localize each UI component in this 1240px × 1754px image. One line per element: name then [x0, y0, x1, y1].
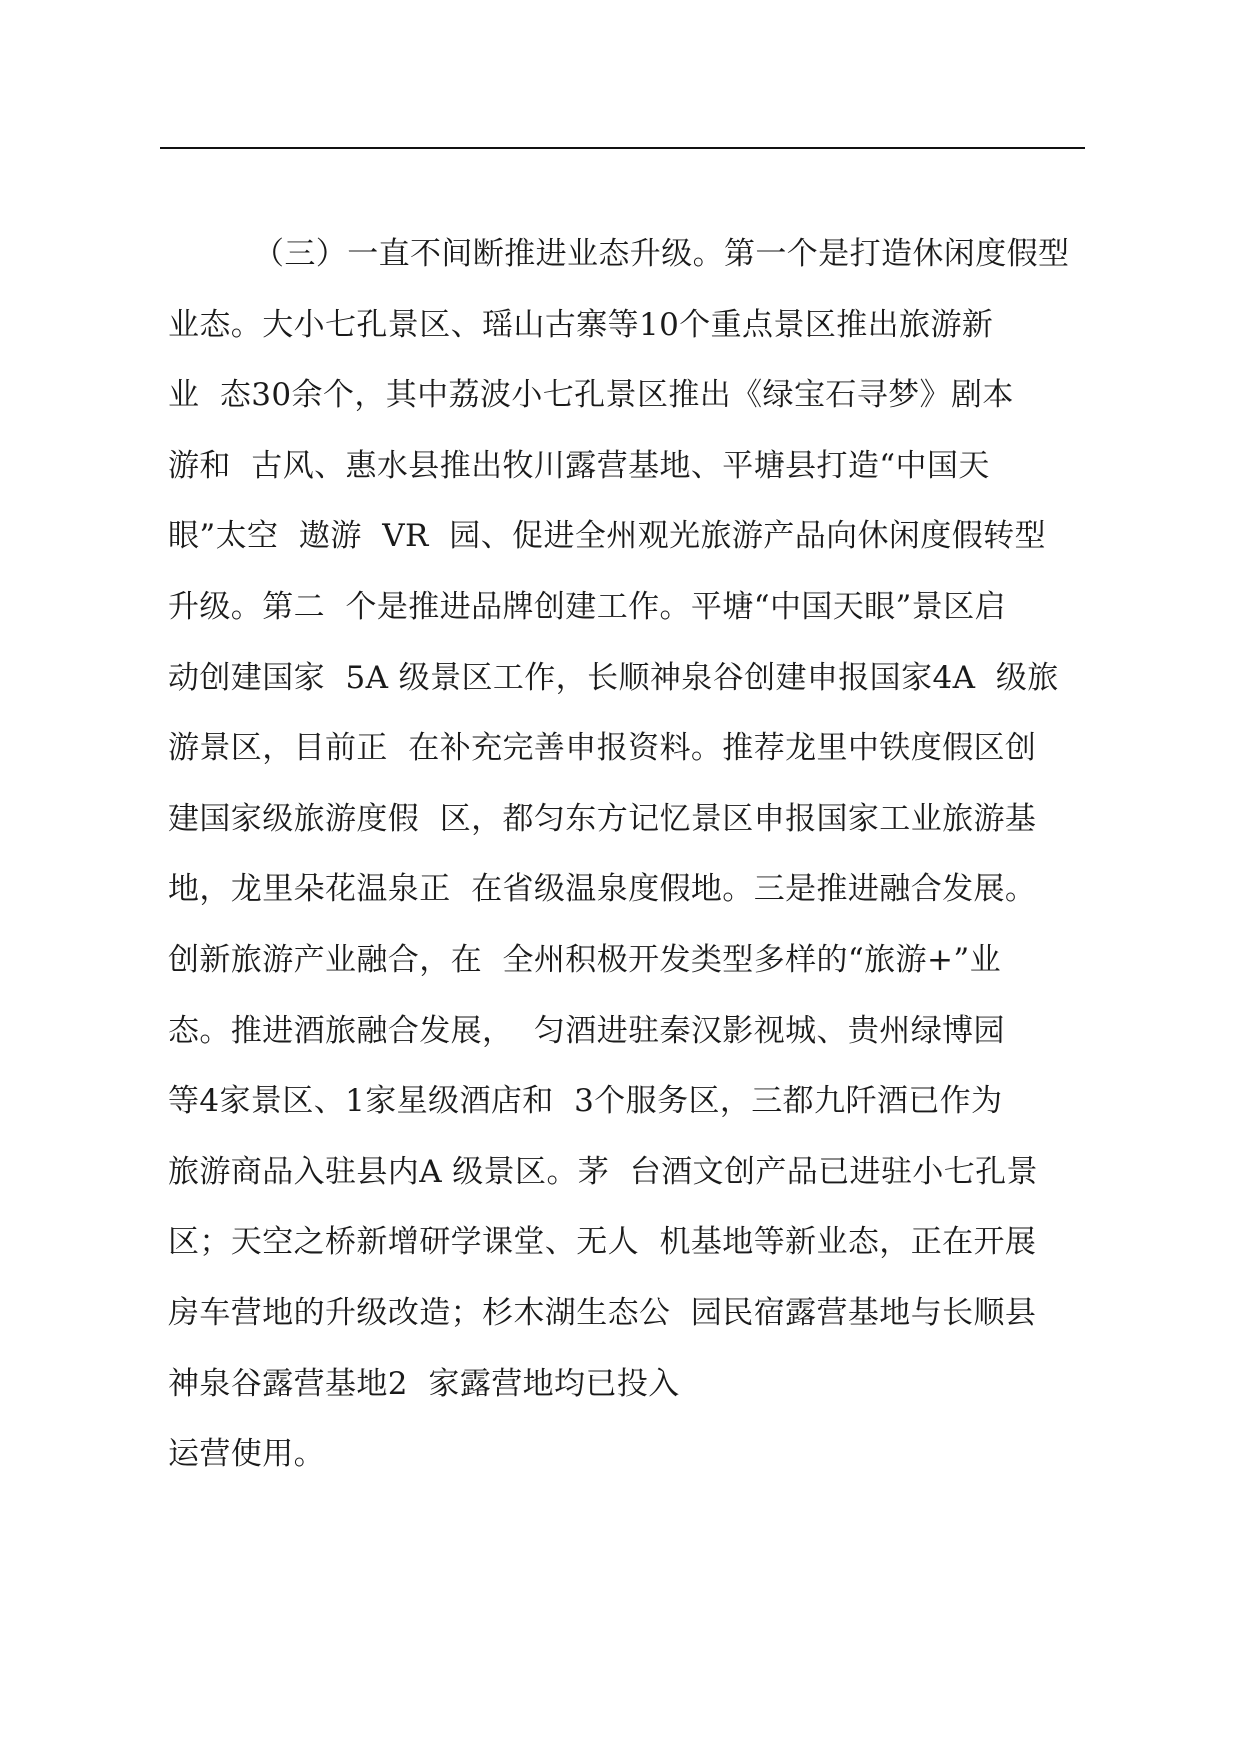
paragraph-line: 房车营地的升级改造；杉木湖生态公 园民宿露营基地与长顺县 [168, 1294, 1037, 1331]
paragraph-line: （三）一直不间断推进业态升级。第一个是打造休闲度假型 [253, 236, 1070, 272]
paragraph-line: 神泉谷露营基地2 家露营地均已投入 [168, 1365, 680, 1402]
paragraph-line: 游和 古风、惠水县推出牧川露营基地、平塘县打造“中国天 [168, 447, 990, 484]
paragraph-line: 游景区，目前正 在补充完善申报资料。推荐龙里中铁度假区创 [168, 730, 1037, 767]
paragraph-line: 动创建国家 5A 级景区工作，长顺神泉谷创建申报国家4A 级旅 [168, 659, 1059, 696]
body-paragraph [168, 235, 1098, 1506]
header-divider [160, 147, 1085, 149]
paragraph-line: 业 态30余个，其中荔波小七孔景区推出《绿宝石寻梦》剧本 [168, 377, 1014, 414]
paragraph-line: 地，龙里朵花温泉正 在省级温泉度假地。三是推进融合发展。 [168, 871, 1037, 908]
paragraph-line: 建国家级旅游度假 区，都匀东方记忆景区申报国家工业旅游基 [168, 800, 1037, 837]
paragraph-line: 态。推进酒旅融合发展， 匀酒进驻秦汉影视城、贵州绿博园 [168, 1012, 1005, 1049]
paragraph-line: 运营使用。 [168, 1436, 325, 1473]
paragraph-line: 区；天空之桥新增研学课堂、无人 机基地等新业态，正在开展 [168, 1224, 1037, 1261]
paragraph-line: 旅游商品入驻县内A 级景区。茅 台酒文创产品已进驻小七孔景 [168, 1153, 1038, 1190]
paragraph-line: 升级。第二 个是推进品牌创建工作。平塘“中国天眼”景区启 [168, 588, 1007, 625]
paragraph-line: 创新旅游产业融合，在 全州积极开发类型多样的“旅游+”业 [168, 941, 1001, 978]
paragraph-line: 眼”太空 遨游 VR 园、促进全州观光旅游产品向休闲度假转型 [168, 518, 1046, 555]
paragraph-line: 等4家景区、1家星级酒店和 3个服务区，三都九阡酒已作为 [168, 1083, 1003, 1120]
paragraph-line: 业态。大小七孔景区、瑶山古寨等10个重点景区推出旅游新 [168, 306, 994, 343]
